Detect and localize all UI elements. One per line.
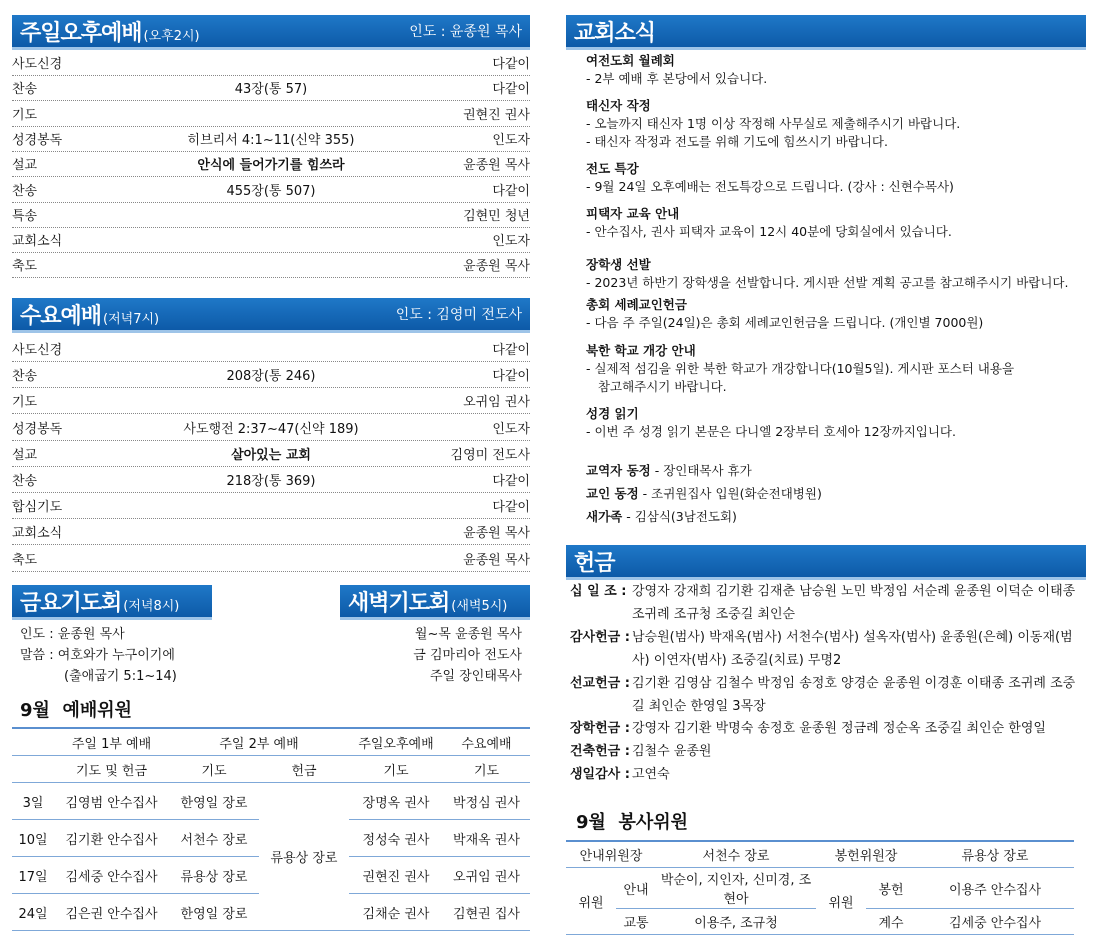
offer-chief-label: 봉헌위원장 <box>816 841 916 868</box>
wednesday-row-item: 합심기도 <box>12 500 63 516</box>
wednesday-row <box>12 362 530 388</box>
duty-row <box>12 783 530 820</box>
dawn-info <box>413 624 522 687</box>
sunday-time: (오후2시) <box>143 28 200 44</box>
sunday-row <box>12 50 530 76</box>
sunday-row-person: 다같이 <box>492 82 530 98</box>
wednesday-row-person: 윤종원 목사 <box>463 526 530 542</box>
offering-names: 강영자 김기환 박명숙 송정호 윤종원 정금례 정순옥 조중길 최인순 한영일 <box>632 721 1046 736</box>
wednesday-row-item: 찬송 <box>12 474 38 489</box>
friday-ref: (출애굽기 5:1~14) <box>64 669 177 684</box>
sunday-row-item: 찬송 <box>12 82 38 98</box>
count-label: 계수 <box>866 909 916 935</box>
duty-prayer-offering: 김영범 안수집사 <box>54 783 169 820</box>
duty-offering-2: 류용상 장로 <box>259 783 349 931</box>
duty-title: 9월 예배위원 <box>20 700 132 721</box>
offering-row <box>570 580 1080 626</box>
offering-title: 헌금 <box>574 550 615 576</box>
news-item-title: 장학생 선발 <box>586 257 651 272</box>
sunday-row <box>12 75 530 101</box>
offering-row <box>570 626 1080 672</box>
duty-prayer-afternoon: 권현진 권사 <box>349 857 443 894</box>
volunteer-group2-label: 위원 <box>816 868 866 935</box>
news-item-title: 전도 특강 <box>586 161 639 176</box>
news-item-line: - 실제적 섬김을 위한 북한 학교가 개강합니다(10월5일). 게시판 포스터 내용을 <box>586 361 1015 376</box>
wednesday-row <box>12 467 530 493</box>
wednesday-leader: 인도 : 김영미 전도사 <box>395 307 522 323</box>
duty-prayer-wednesday: 박재옥 권사 <box>443 820 530 857</box>
offering-type: 십 일 조 : <box>570 584 627 599</box>
wednesday-row-item: 사도신경 <box>12 343 63 358</box>
sunday-row <box>12 177 530 203</box>
offer-name: 이용주 안수집사 <box>916 868 1074 909</box>
sunday-row-item: 축도 <box>12 259 38 275</box>
news-item <box>586 205 1076 241</box>
news-item-title: 성경 읽기 <box>586 406 639 421</box>
sunday-row-person: 윤종원 목사 <box>463 158 530 174</box>
news-status-value: - 김삼식(3남전도회) <box>622 509 737 524</box>
news-status-line <box>586 484 822 502</box>
sunday-row-person: 다같이 <box>492 57 530 72</box>
wednesday-row-item: 교회소식 <box>12 526 63 542</box>
wednesday-row <box>12 441 530 467</box>
wednesday-row-content: 사도행전 2:37~47(신약 189) <box>183 421 359 437</box>
volunteer-row-2 <box>566 868 1074 909</box>
news-status-value: - 조귀원집사 입원(화순전대병원) <box>638 486 822 501</box>
dawn-line-2: 금 김마리아 전도사 <box>413 648 522 663</box>
offering-type: 선교헌금 : <box>570 676 630 691</box>
wednesday-row-person: 다같이 <box>492 369 530 385</box>
dawn-time: (새벽5시) <box>451 598 508 614</box>
offering-row <box>570 672 1080 718</box>
offering-names: 김철수 윤종원 <box>632 744 712 759</box>
wednesday-row-content: 살아있는 교회 <box>231 447 311 463</box>
news-item <box>586 52 1076 88</box>
sunday-row-person: 다같이 <box>492 183 530 199</box>
friday-header <box>12 585 212 617</box>
volunteer-title: 9월 봉사위원 <box>576 812 688 833</box>
duty-h2-1: 기도 및 헌금 <box>54 756 169 783</box>
wednesday-row-person: 인도자 <box>492 421 530 437</box>
sunday-row-item: 설교 <box>12 158 38 174</box>
wednesday-row <box>12 415 530 441</box>
wednesday-row-content: 218장(통 369) <box>226 474 316 489</box>
volunteer-group-label: 위원 <box>566 868 616 935</box>
friday-leader: 인도 : 윤종원 목사 <box>20 627 125 642</box>
news-item <box>586 256 1076 292</box>
news-item-line: - 안수집사, 권사 피택자 교육이 12시 40분에 당회실에서 있습니다. <box>586 224 952 239</box>
duty-h1-2: 주일 2부 예배 <box>169 728 349 756</box>
sunday-row-item: 성경봉독 <box>12 132 63 148</box>
wednesday-row-person: 다같이 <box>492 500 530 516</box>
duty-prayer-offering: 김세중 안수집사 <box>54 857 169 894</box>
wednesday-row-item: 축도 <box>12 552 38 568</box>
news-status-key: 교역자 동정 <box>586 463 651 478</box>
news-status-key: 새가족 <box>586 509 623 524</box>
sunday-row-person: 인도자 <box>492 234 530 250</box>
offering-names: 남승원(범사) 박재옥(범사) 서천수(범사) 설옥자(범사) 윤종원(은혜) 이동재(범사) 이연자(범사) 조중길(치료) 무명2 <box>632 630 1073 668</box>
sunday-row <box>12 101 530 127</box>
news-item <box>586 342 1076 396</box>
sunday-row-person: 인도자 <box>492 132 530 148</box>
sunday-row <box>12 252 530 278</box>
duty-date: 24일 <box>12 894 54 931</box>
sunday-row-item: 특송 <box>12 208 38 224</box>
duty-h2-3: 헌금 <box>259 756 349 783</box>
friday-word: 말씀 : 여호와가 누구이기에 <box>20 648 175 663</box>
wednesday-row-item: 기도 <box>12 395 38 411</box>
duty-prayer-afternoon: 장명옥 권사 <box>349 783 443 820</box>
duty-prayer-afternoon: 김채순 권사 <box>349 894 443 931</box>
wednesday-row-item: 찬송 <box>12 369 38 385</box>
offering-names: 강영자 강재희 김기환 김재춘 남승원 노민 박정임 서순례 윤종원 이덕순 이태종 조귀례 조규청 조중길 최인순 <box>632 584 1076 622</box>
news-item-title: 북한 학교 개강 안내 <box>586 343 696 358</box>
sunday-row-content: 43장(통 57) <box>234 82 308 98</box>
sunday-row <box>12 126 530 152</box>
duty-h1-4: 수요예배 <box>443 728 530 756</box>
news-status-key: 교인 동정 <box>586 486 639 501</box>
news-item <box>586 97 1076 151</box>
volunteer-table <box>566 840 1074 935</box>
wednesday-row <box>12 388 530 414</box>
sunday-row-content: 455장(통 507) <box>226 183 316 199</box>
sunday-leader: 인도 : 윤종원 목사 <box>409 24 522 40</box>
offering-type: 감사헌금 : <box>570 630 630 645</box>
duty-h1-1: 주일 1부 예배 <box>54 728 169 756</box>
wednesday-row-item: 성경봉독 <box>12 421 63 437</box>
duty-prayer-offering: 김은권 안수집사 <box>54 894 169 931</box>
dawn-title: 새벽기도회 <box>348 590 450 616</box>
duty-prayer-afternoon: 정성숙 권사 <box>349 820 443 857</box>
sunday-row-item: 교회소식 <box>12 234 63 250</box>
offering-type: 장학헌금 : <box>570 721 630 736</box>
duty-header-row-2 <box>12 756 530 783</box>
offering-type: 건축헌금 : <box>570 744 630 759</box>
sunday-title: 주일오후예배 <box>20 20 142 46</box>
dawn-line-3: 주일 장인태목사 <box>429 669 522 684</box>
offering-type: 생일감사 : <box>570 767 630 782</box>
sunday-row <box>12 151 530 177</box>
news-item-title: 피택자 교육 안내 <box>586 206 680 221</box>
sunday-row-person: 윤종원 목사 <box>463 259 530 275</box>
guide-label: 안내 <box>616 868 656 909</box>
duty-h2-2: 기도 <box>169 756 259 783</box>
sunday-row-person: 권현진 권사 <box>463 107 530 123</box>
wednesday-row-person: 김영미 전도사 <box>450 447 530 463</box>
offering-row <box>570 740 1080 763</box>
duty-h1-3: 주일오후예배 <box>349 728 443 756</box>
duty-prayer-wednesday: 오귀임 권사 <box>443 857 530 894</box>
wednesday-time: (저녁7시) <box>103 311 160 327</box>
offering-names: 김기환 김영삼 김철수 박정임 송정호 양경순 윤종원 이경훈 이태종 조귀례 조중길 최인순 한영일 3목장 <box>632 676 1076 714</box>
wednesday-row <box>12 546 530 572</box>
news-item-title: 여전도회 월례회 <box>586 53 675 68</box>
friday-title: 금요기도회 <box>20 590 122 616</box>
sunday-header <box>12 15 530 47</box>
wednesday-row <box>12 493 530 519</box>
duty-prayer-wednesday: 박정심 권사 <box>443 783 530 820</box>
offering-row <box>570 717 1080 740</box>
friday-time: (저녁8시) <box>123 598 180 614</box>
news-item-title: 태신자 작정 <box>586 98 651 113</box>
wednesday-row <box>12 336 530 362</box>
news-item-line: - 오늘까지 태신자 1명 이상 작정해 사무실로 제출해주시기 바랍니다. <box>586 116 961 131</box>
news-item <box>586 405 1076 441</box>
wednesday-row-person: 윤종원 목사 <box>463 552 530 568</box>
wednesday-row-person: 오귀임 권사 <box>463 395 530 411</box>
news-item-line: - 태신자 작정과 전도를 위해 기도에 힘쓰시기 바랍니다. <box>586 134 888 149</box>
wednesday-row-content: 208장(통 246) <box>226 369 316 385</box>
sunday-row-content: 히브리서 4:1~11(신약 355) <box>187 132 355 148</box>
news-status-line <box>586 507 737 525</box>
news-status-line <box>586 461 752 479</box>
news-item-line: - 9월 24일 오후예배는 전도특강으로 드립니다. (강사 : 신현수목사) <box>586 179 954 194</box>
news-item-line: - 다음 주 주일(24일)은 총회 세례교인헌금을 드립니다. (개인별 7000원) <box>586 315 984 330</box>
duty-prayer-2: 한영일 장로 <box>169 783 259 820</box>
offering-names: 고연숙 <box>632 767 670 782</box>
news-status-value: - 장인태목사 휴가 <box>650 463 752 478</box>
duty-h2-5: 기도 <box>443 756 530 783</box>
news-title: 교회소식 <box>574 20 656 46</box>
news-item-title: 총회 세례교인헌금 <box>586 297 687 312</box>
news-item <box>586 160 1076 196</box>
guide-chief-label: 안내위원장 <box>566 841 656 868</box>
duty-date: 10일 <box>12 820 54 857</box>
news-item <box>586 296 1076 332</box>
count-name: 김세중 안수집사 <box>916 909 1074 935</box>
news-item-line: - 이번 주 성경 읽기 본문은 다니엘 2장부터 호세아 12장까지입니다. <box>586 424 956 439</box>
duty-prayer-2: 한영일 장로 <box>169 894 259 931</box>
sunday-row-item: 사도신경 <box>12 57 63 72</box>
offer-label: 봉헌 <box>866 868 916 909</box>
wednesday-title: 수요예배 <box>20 303 102 329</box>
duty-prayer-wednesday: 김현권 집사 <box>443 894 530 931</box>
duty-date: 17일 <box>12 857 54 894</box>
news-item-line: 참고해주시기 바랍니다. <box>586 379 727 394</box>
sunday-row <box>12 227 530 253</box>
traffic-label: 교통 <box>616 909 656 935</box>
duty-prayer-offering: 김기환 안수집사 <box>54 820 169 857</box>
friday-info <box>20 624 177 687</box>
offering-header <box>566 545 1086 577</box>
sunday-row-item: 찬송 <box>12 183 38 199</box>
dawn-header <box>340 585 530 617</box>
duty-h2-4: 기도 <box>349 756 443 783</box>
duty-header-row-1 <box>12 728 530 756</box>
news-item-line: - 2023년 하반기 장학생을 선발합니다. 게시판 선발 계획 공고를 참고해주시기 바랍니다. <box>586 275 1069 290</box>
wednesday-row-person: 다같이 <box>492 343 530 358</box>
wednesday-row <box>12 519 530 545</box>
wednesday-row-person: 다같이 <box>492 474 530 489</box>
duty-prayer-2: 서천수 장로 <box>169 820 259 857</box>
offer-chief-name: 류용상 장로 <box>916 841 1074 868</box>
volunteer-row-1 <box>566 841 1074 868</box>
sunday-row-item: 기도 <box>12 107 38 123</box>
sunday-row <box>12 202 530 228</box>
traffic-names: 이용주, 조규청 <box>656 909 816 935</box>
sunday-row-content: 안식에 들어가기를 힘쓰라 <box>197 158 345 174</box>
duty-date: 3일 <box>12 783 54 820</box>
news-item-line: - 2부 예배 후 본당에서 있습니다. <box>586 71 768 86</box>
news-header <box>566 15 1086 47</box>
wednesday-header <box>12 298 530 330</box>
offering-row <box>570 763 1080 786</box>
guide-chief-name: 서천수 장로 <box>656 841 816 868</box>
guide-names: 박순이, 지인자, 신미경, 조현아 <box>656 868 816 909</box>
dawn-line-1: 월~목 윤종원 목사 <box>414 627 522 642</box>
sunday-row-person: 김현민 청년 <box>463 208 530 224</box>
duty-prayer-2: 류용상 장로 <box>169 857 259 894</box>
duty-table <box>12 727 530 931</box>
wednesday-row-item: 설교 <box>12 447 38 463</box>
